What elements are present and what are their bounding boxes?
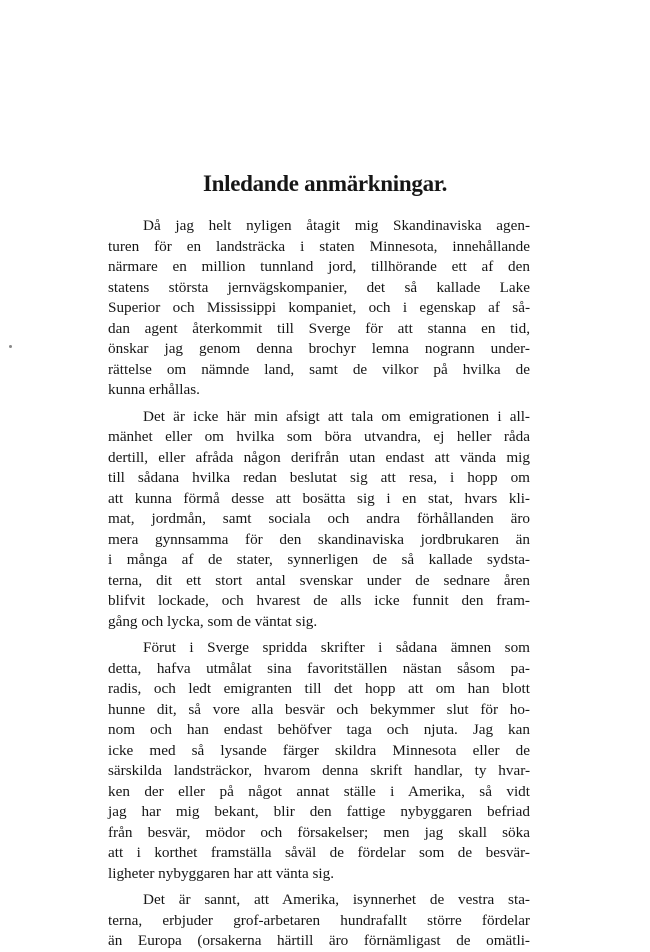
text-line: rättelse om nämnde land, samt de vilkor på hvilka de bbox=[108, 360, 530, 378]
text-line: Det är sannt, att Amerika, isynnerhet de vestra sta- bbox=[143, 891, 530, 908]
text-line: statens största jernvägskompanier, det så kallade Lake bbox=[108, 278, 530, 296]
text-line: ligheter nybyggaren har att vänta sig. bbox=[108, 864, 335, 882]
text-line: icke med så lysande färger skildra Minnesota eller de bbox=[108, 741, 530, 759]
paragraph bbox=[108, 216, 530, 401]
text-line: att kunna förmå desse att bosätta sig i en stat, hvars kli- bbox=[108, 489, 530, 507]
text-line: särskilda landsträckor, hvarom denna skrift handlar, ty hvar- bbox=[108, 762, 530, 779]
text-line: från besvär, mödor och försakelser; men jag skall söka bbox=[108, 823, 530, 841]
text-line: terna, dit ett stort antal svenskar under de sednare åren bbox=[108, 571, 530, 589]
text-line: blifvit lockade, och hvarest de alls icke funnit den fram- bbox=[108, 592, 530, 609]
text-line: närmare en million tunnland jord, tillhörande ett af den bbox=[108, 258, 530, 275]
text-line: gång och lycka, som de väntat sig. bbox=[108, 612, 318, 630]
text-line: ken der eller på något annat ställe i Amerika, så vidt bbox=[108, 782, 530, 800]
text-line: mat, jordmån, samt sociala och andra förhållanden äro bbox=[108, 510, 530, 527]
text-line: mänhet eller om hvilka som böra utvandra, ej heller råda bbox=[108, 428, 530, 445]
body-text bbox=[108, 216, 530, 952]
margin-speck bbox=[9, 345, 12, 348]
page-heading: Inledande anmärkningar. bbox=[202, 171, 448, 196]
text-line: radis, och ledt emigranten till det hopp att om han blott bbox=[108, 680, 530, 697]
text-line: Superior och Mississippi kompaniet, och i egenskap af så- bbox=[108, 299, 530, 316]
text-line: Då jag helt nyligen åtagit mig Skandinaviska agen- bbox=[143, 217, 530, 234]
text-line: detta, hafva utmålat sina favoritställen nästan såsom pa- bbox=[108, 659, 530, 677]
text-line: kunna erhållas. bbox=[108, 381, 200, 398]
text-line: dan agent återkommit till Sverge för att stanna en tid, bbox=[108, 319, 530, 337]
text-line: nom och han endast behöfver taga och njuta. Jag kan bbox=[108, 721, 530, 738]
text-line: Det är icke här min afsigt att tala om emigrationen i all- bbox=[143, 407, 530, 425]
text-line: i många af de stater, synnerligen de så kallade sydsta- bbox=[108, 551, 530, 568]
text-line: terna, erbjuder grof-arbetaren hundrafallt större fördelar bbox=[108, 911, 530, 929]
text-line: dertill, eller afråda någon derifrån utan endast att vända mig bbox=[108, 448, 530, 466]
text-line: mera gynnsamma för den skandinaviska jordbrukaren än bbox=[108, 530, 530, 548]
text-line: jag har mig bekant, blir den fattige nybyggaren befriad bbox=[108, 803, 530, 820]
paragraph bbox=[108, 890, 530, 952]
text-line: önskar jag genom denna brochyr lemna nogrann under- bbox=[108, 340, 530, 357]
text-line: än Europa (orsakerna härtill äro förnämligast de omätli- bbox=[108, 932, 530, 949]
text-line: till sådana hvilka redan beslutat sig att resa, i hopp om bbox=[108, 469, 530, 486]
paragraph bbox=[108, 638, 530, 884]
text-line: turen för en landsträcka i staten Minnesota, innehållande bbox=[108, 237, 530, 255]
text-line: Förut i Sverge spridda skrifter i sådana ämnen som bbox=[143, 639, 530, 656]
paragraph bbox=[108, 407, 530, 633]
text-line: hunne dit, så vore alla besvär och bekymmer slut för ho- bbox=[108, 700, 530, 718]
text-line: att i korthet framställa såväl de fördelar som de besvär- bbox=[108, 844, 530, 861]
